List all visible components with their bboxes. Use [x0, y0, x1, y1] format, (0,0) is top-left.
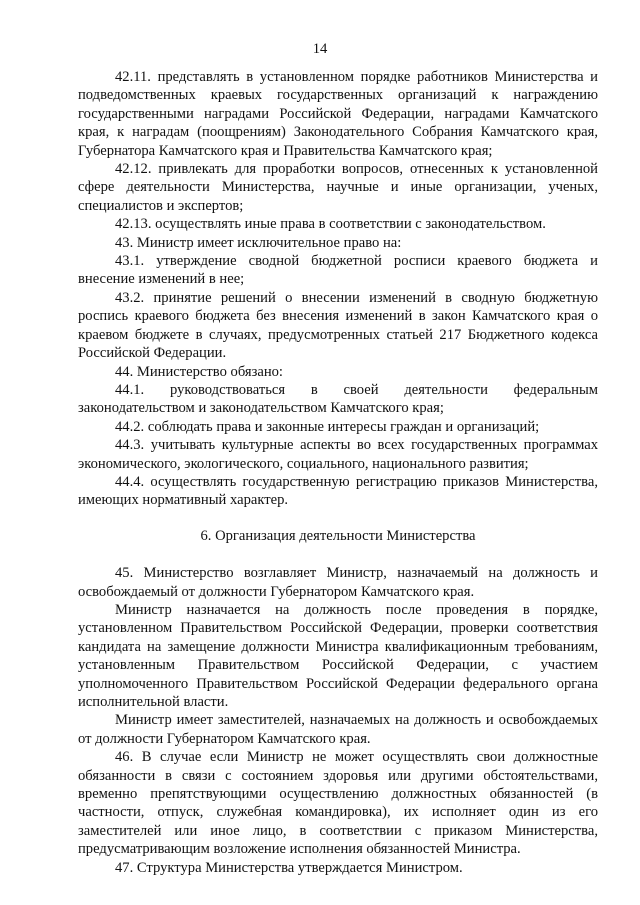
paragraph-44-4: 44.4. осуществлять государственную регистрацию приказов Министерства, имеющих нормативный характер. — [78, 473, 598, 509]
page-number: 14 — [312, 41, 328, 57]
document-body — [78, 68, 598, 877]
paragraph-44-3: 44.3. учитывать культурные аспекты во всех государственных программах экономического, экологического, социального, национального развития; — [78, 437, 598, 472]
paragraph-minister-appointment: Министр назначается на должность после проведения в порядке, установленном Правительством Российской Федерации, проверки соответствия кандидата на замещение должности Министра квалификационным требованиям, установленным Правительством Российской Федерации, с участием уполномоченного Правительством Российской Федерации федерального органа исполнительной власти. — [78, 601, 598, 710]
paragraph-44-1: 44.1. руководствоваться в своей деятельности федеральным законодательством и законодательством Камчатского края; — [78, 381, 598, 417]
paragraph-44: 44. Министерство обязано: — [115, 363, 283, 380]
paragraph-43-1: 43.1. утверждение сводной бюджетной росписи краевого бюджета и внесение изменений в нее; — [78, 253, 598, 288]
paragraph-46: 46. В случае если Министр не может осуществлять свои должностные обязанности в связи с состоянием здоровья или другими обстоятельствами, временно препятствующими осуществлению должностных обязанностей (в частности, отпуск, служебная командировка), их исполняет один из его заместителей или иное лицо, в соответствии с приказом Министерства, предусматривающим возложение исполнения обязанностей Министра. — [78, 749, 598, 858]
paragraph-42-12: 42.12. привлекать для проработки вопросов, отнесенных к установленной сфере деятельности Министерства, научные и иные организации, ученых, специалистов и экспертов; — [78, 161, 598, 214]
paragraph-42-11: 42.11. представлять в установленном порядке работников Министерства и подведомственных краевых государственных организаций к награждению государственными наградами Российской Федерации, наградами Камчатского края, к наградам (поощрениям) Законодательного Собрания Камчатского края, Губернатора Камчатского края и Правительства Камчатского края; — [78, 69, 598, 159]
section-heading: 6. Организация деятельности Министерства — [200, 527, 476, 544]
paragraph-43: 43. Министр имеет исключительное право на: — [115, 234, 402, 251]
paragraph-45: 45. Министерство возглавляет Министр, назначаемый на должность и освобождаемый от должности Губернатором Камчатского края. — [78, 565, 598, 600]
paragraph-42-13: 42.13. осуществлять иные права в соответствии с законодательством. — [115, 216, 546, 233]
paragraph-44-2: 44.2. соблюдать права и законные интересы граждан и организаций; — [115, 418, 540, 435]
paragraph-deputies: Министр имеет заместителей, назначаемых на должность и освобождаемых от должности Губернатором Камчатского края. — [78, 712, 598, 747]
paragraph-47: 47. Структура Министерства утверждается Министром. — [115, 859, 463, 876]
paragraph-43-2: 43.2. принятие решений о внесении изменений в сводную бюджетную роспись краевого бюджета без внесения изменений в закон Камчатского края о краевом бюджете в случаях, предусмотренных статьей 217 Бюджетного кодекса Российской Федерации. — [78, 289, 598, 362]
